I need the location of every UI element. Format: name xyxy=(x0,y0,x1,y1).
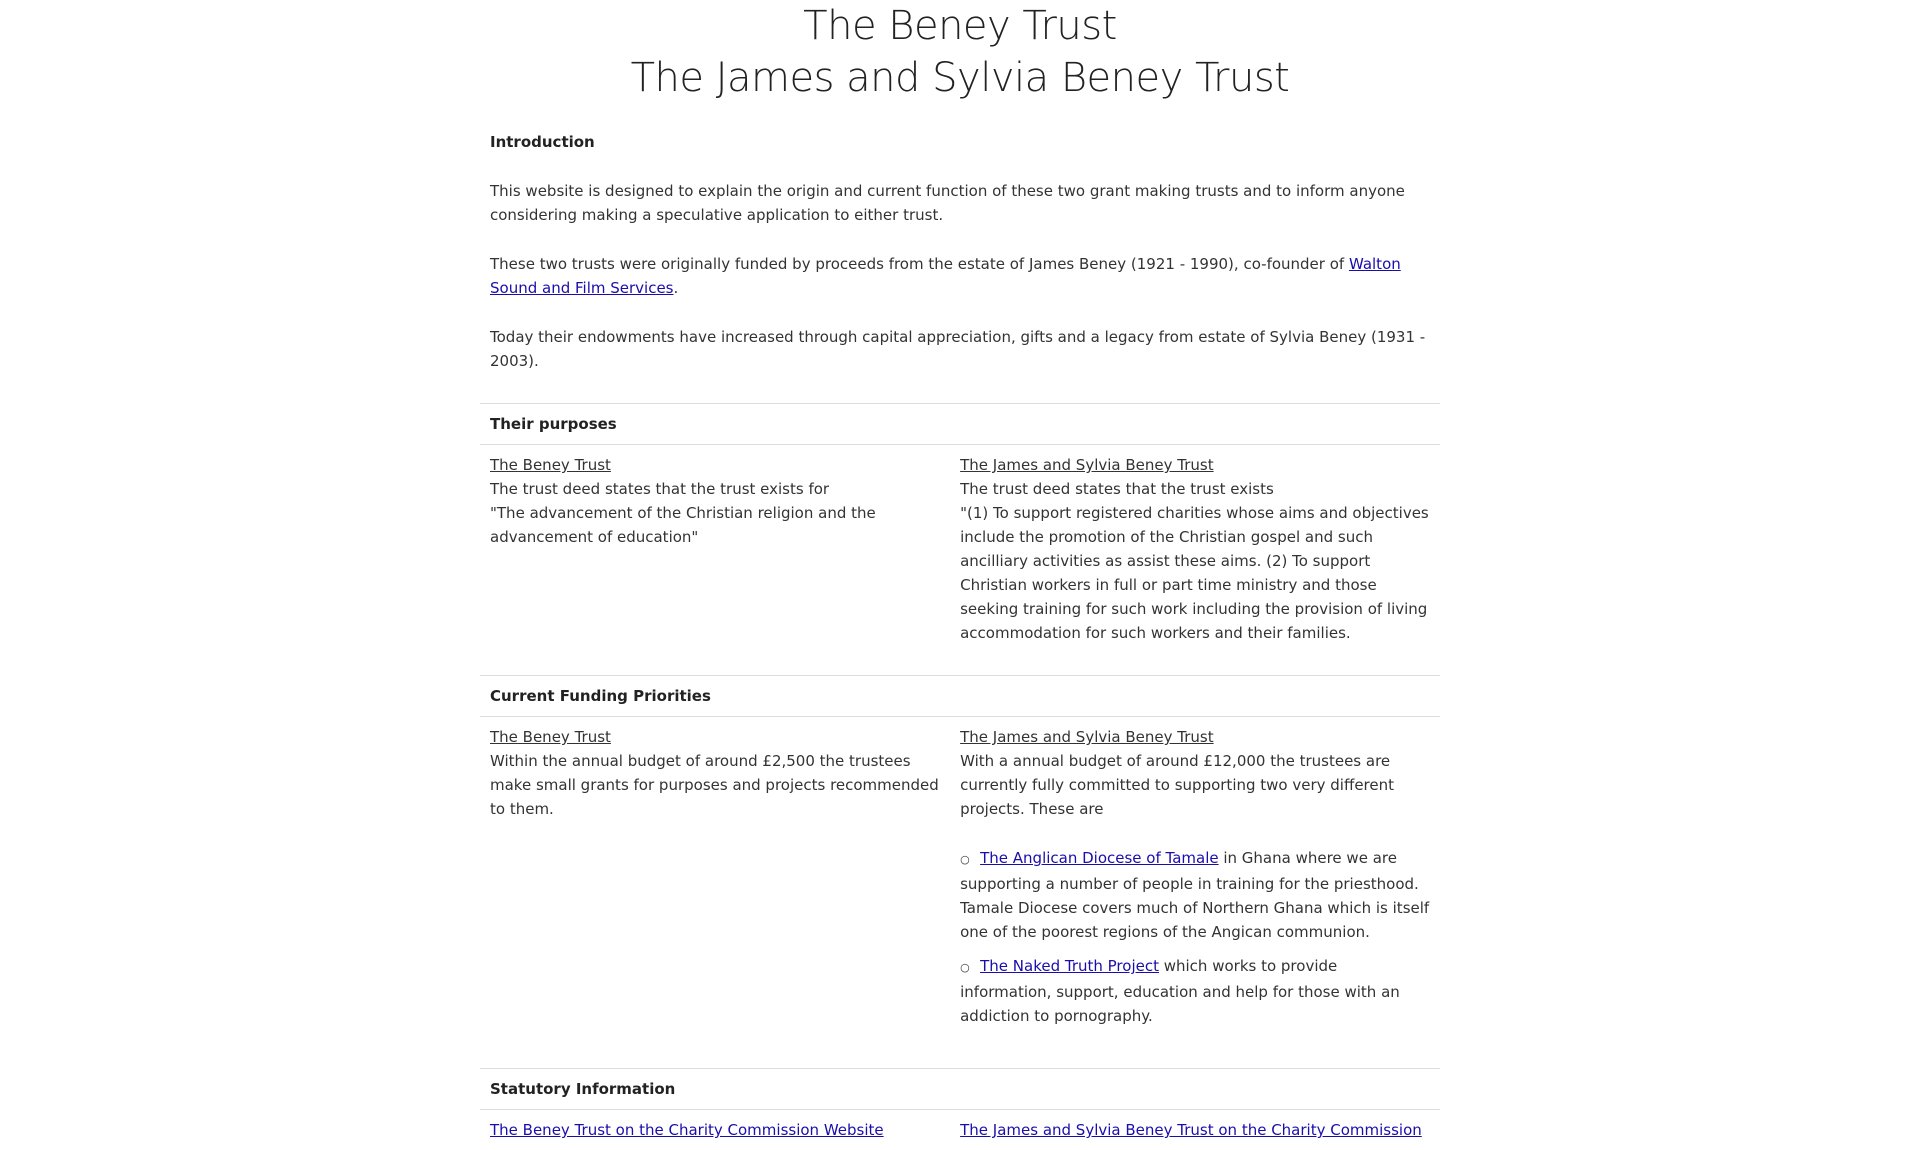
introduction-paragraph: This website is designed to explain the origin and current function of these two grant making trusts and to inform anyone considering making a speculative application to either trust. xyxy=(490,179,1430,227)
purpose-quote: "The advancement of the Christian religion and the advancement of education" xyxy=(490,501,940,549)
james-sylvia-trust-funding xyxy=(950,717,1440,1069)
walton-sound-link[interactable]: Walton Sound and Film Services xyxy=(490,255,1401,297)
project-list xyxy=(960,846,1430,1028)
statutory-row xyxy=(480,1110,1440,1150)
page-title: The Beney Trust xyxy=(0,0,1920,52)
beney-trust-funding xyxy=(480,717,950,1069)
introduction-paragraph: Today their endowments have increased through capital appreciation, gifts and a legacy from estate of Sylvia Beney (1931 - 2003). xyxy=(490,325,1430,373)
circle-bullet-icon: ○ xyxy=(960,848,980,872)
funding-heading: Current Funding Priorities xyxy=(480,676,1440,717)
beney-trust-purpose xyxy=(480,445,950,676)
funding-text: Within the annual budget of around £2,500 the trustees make small grants for purposes and projects recommended to them. xyxy=(490,749,940,821)
list-item xyxy=(960,846,1430,944)
tamale-diocese-link[interactable]: The Anglican Diocese of Tamale xyxy=(980,849,1218,867)
introduction-heading: Introduction xyxy=(490,130,1430,154)
beney-trust-statutory xyxy=(480,1110,950,1150)
funding-heading-row xyxy=(480,676,1440,717)
trust-name: The James and Sylvia Beney Trust xyxy=(960,453,1430,477)
funding-row xyxy=(480,717,1440,1069)
purposes-heading-row xyxy=(480,404,1440,445)
statutory-heading: Statutory Information xyxy=(480,1069,1440,1110)
purpose-intro: The trust deed states that the trust exists for xyxy=(490,477,940,501)
trust-name: The Beney Trust xyxy=(490,725,940,749)
james-sylvia-trust-purpose xyxy=(950,445,1440,676)
main-content xyxy=(480,130,1440,1150)
james-sylvia-charity-commission-link[interactable]: The James and Sylvia Beney Trust on the Charity Commission xyxy=(960,1121,1422,1139)
project-text: which works to provide information, support, education and help for those with an addiction to pornography. xyxy=(960,957,1400,1025)
introduction-section xyxy=(480,130,1440,373)
purpose-intro: The trust deed states that the trust exists xyxy=(960,477,1430,501)
trust-name: The James and Sylvia Beney Trust xyxy=(960,725,1430,749)
beney-charity-commission-link[interactable]: The Beney Trust on the Charity Commission Website xyxy=(490,1121,884,1139)
page-subtitle: The James and Sylvia Beney Trust xyxy=(0,52,1920,104)
purposes-heading: Their purposes xyxy=(480,404,1440,445)
introduction-paragraph xyxy=(490,252,1430,300)
funding-text: With a annual budget of around £12,000 the trustees are currently fully committed to supporting two very different projects. These are xyxy=(960,749,1430,821)
purposes-row xyxy=(480,445,1440,676)
paragraph-text: These two trusts were originally funded by proceeds from the estate of James Beney (1921 - 1990), co-founder of xyxy=(490,255,1349,273)
trust-name: The Beney Trust xyxy=(490,453,940,477)
project-text: in Ghana where we are supporting a number of people in training for the priesthood. Tamale Diocese covers much of Northern Ghana which is itself one of the poorest regions of the Angican communion. xyxy=(960,849,1429,941)
naked-truth-link[interactable]: The Naked Truth Project xyxy=(980,957,1159,975)
trust-info-table xyxy=(480,403,1440,1150)
paragraph-text: . xyxy=(674,279,679,297)
purpose-quote: "(1) To support registered charities whose aims and objectives include the promotion of the Christian gospel and such ancilliary activities as assist these aims. (2) To support Christian workers in full or part time ministry and those seeking training for such work including the provision of living accommodation for such workers and their families. xyxy=(960,501,1430,645)
list-item xyxy=(960,954,1430,1028)
statutory-heading-row xyxy=(480,1069,1440,1110)
circle-bullet-icon: ○ xyxy=(960,956,980,980)
james-sylvia-statutory xyxy=(950,1110,1440,1150)
page-header xyxy=(0,0,1920,104)
